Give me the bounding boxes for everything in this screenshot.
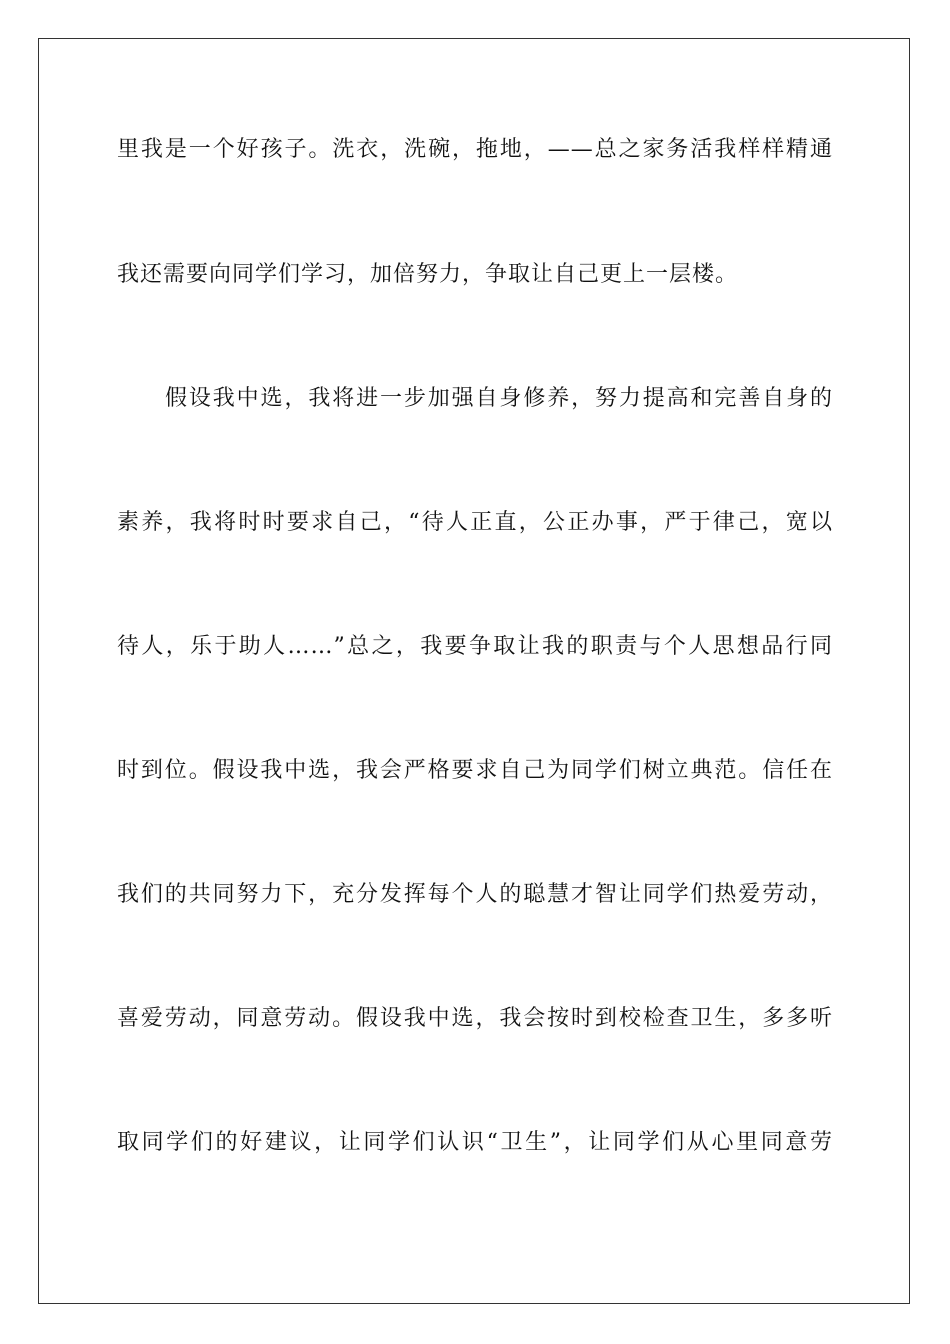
text-line-2: 我还需要向同学们学习，加倍努力，争取让自己更上一层楼。: [117, 262, 739, 287]
text-line-8: 喜爱劳动，同意劳动。假设我中选，我会按时到校检查卫生，多多听: [117, 1006, 833, 1031]
text-line-7: 我们的共同努力下，充分发挥每个人的聪慧才智让同学们热爱劳动，: [117, 882, 833, 907]
text-line-3-paragraph-start: 假设我中选，我将进一步加强自身修养，努力提高和完善自身的: [165, 386, 833, 411]
text-line-6: 时到位。假设我中选，我会严格要求自己为同学们树立典范。信任在: [117, 758, 833, 783]
text-line-9: 取同学们的好建议，让同学们认识“卫生”，让同学们从心里同意劳: [117, 1130, 833, 1155]
text-line-4: 素养，我将时时要求自己，“待人正直，公正办事，严于律己，宽以: [117, 510, 833, 535]
text-line-5: 待人，乐于助人……”总之，我要争取让我的职责与个人思想品行同: [117, 634, 833, 659]
page-border: [38, 38, 910, 1304]
text-line-1: 里我是一个好孩子。洗衣，洗碗，拖地，——总之家务活我样样精通: [117, 137, 833, 162]
